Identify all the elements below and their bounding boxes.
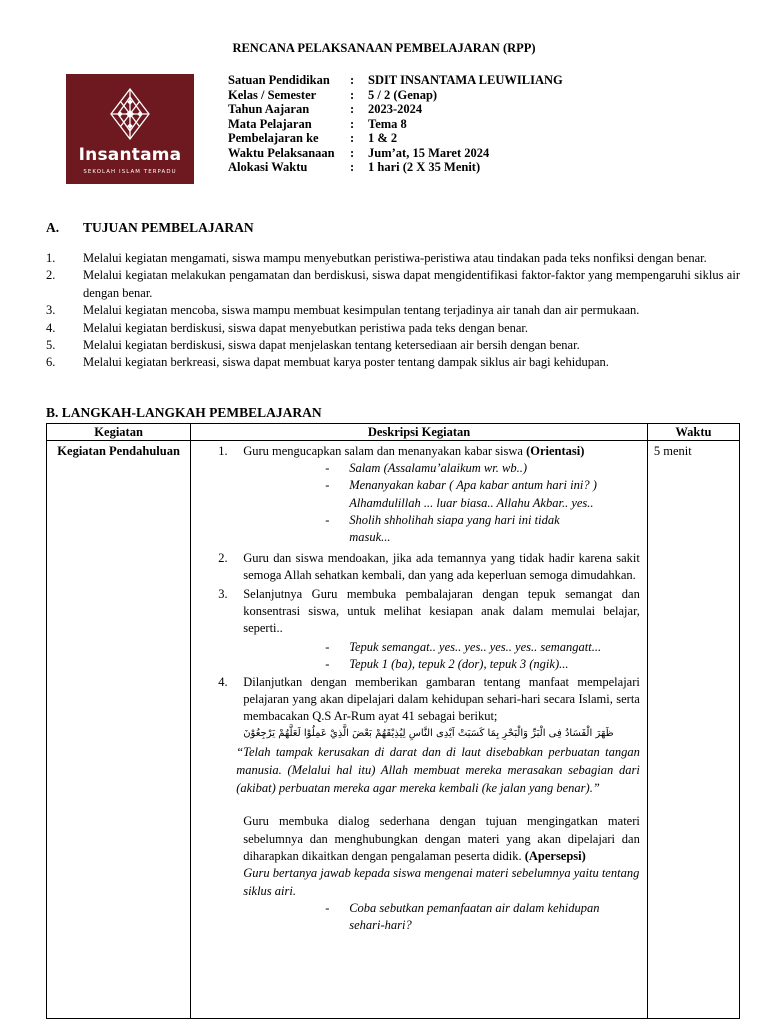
step-text: Selanjutnya Guru membuka pembalajaran dengan tepuk semangat dan konsentrasi siswa, untuk melihat kesiapan anak dalam memulai belajar, seperti.. [243, 586, 640, 636]
info-value: Tema 8 [368, 116, 407, 131]
item-text: Melalui kegiatan berdiskusi, siswa dapat menyebutkan peristiwa pada teks dengan benar. [83, 320, 529, 335]
kegiatan-label: Kegiatan Pendahuluan [57, 444, 180, 458]
step-item [191, 443, 640, 460]
item-text: Melalui kegiatan berkreasi, siswa dapat membuat karya poster tentang dampak siklus air bagi kehidupan. [83, 355, 609, 370]
step-text: Guru mengucapkan salam dan menanyakan kabar siswa [243, 444, 523, 458]
info-label: Tahun Aajaran [228, 102, 310, 116]
identity-block [228, 73, 563, 175]
column-header-deskripsi: Deskripsi Kegiatan [191, 424, 648, 441]
info-row: Alokasi Waktu : 1 hari (2 X 35 Menit) [228, 160, 481, 174]
item-number: 1. [46, 251, 56, 265]
sub-item: - Sholih shholihah siapa yang hari ini tidak masuk... [325, 512, 560, 545]
section-title: TUJUAN PEMBELAJARAN [83, 220, 254, 235]
section-letter: A. [46, 220, 60, 235]
sub-text: Salam (Assalamu’alaikum wr. wb..) [349, 461, 527, 476]
list-item [46, 250, 740, 267]
item-number: 2. [46, 268, 56, 283]
info-value: 1 hari (2 X 35 Menit) [368, 160, 481, 174]
deskripsi-cell [191, 441, 648, 1019]
step-text: Guru dan siswa mendoakan, jika ada temannya yang tidak hadir karena sakit semoga Allah sehatkan kembali, dan yang ada keperluan semoga dimudahkan. [243, 551, 640, 583]
step-text: Dilanjutkan dengan memberikan gambaran tentang manfaat mempelajari pelajaran yang akan dipelajari dalam kehidupan sehari-hari secara Islami, serta membacakan Q.S Ar-Rum ayat 41 sebagai berikut; [243, 674, 640, 724]
info-label: Pembelajaran ke [228, 131, 319, 145]
apersepsi-question: Guru bertanya jawab kepada siswa mengenai materi sebelumnya yaitu tentang siklus airi. [243, 866, 640, 898]
table-header-row [47, 424, 740, 441]
item-number: 4. [46, 320, 56, 335]
info-label: Mata Pelajaran [228, 116, 312, 131]
sub-item: - Tepuk 1 (ba), tepuk 2 (dor), tepuk 3 (ngik)... [325, 657, 569, 672]
apersepsi-paragraph [191, 813, 640, 865]
info-value: Jum’at, 15 Maret 2024 [368, 145, 490, 160]
school-logo [66, 74, 194, 184]
item-text: Melalui kegiatan mengamati, siswa mampu menyebutkan peristiwa-peristiwa atau tindakan pada teks nonfiksi dengan benar. [83, 251, 707, 265]
info-row: Tahun Aajaran : 2023-2024 [228, 102, 423, 116]
info-row: Mata Pelajaran : Tema 8 [228, 116, 407, 131]
sub-text: Tepuk 1 (ba), tepuk 2 (dor), tepuk 3 (ngik)... [349, 657, 569, 672]
kegiatan-cell [47, 441, 191, 1019]
logo-tagline: SEKOLAH ISLAM TERPADU [83, 169, 177, 175]
document-title: RENCANA PELAKSANAAN PEMBELAJARAN (RPP) [232, 41, 536, 55]
step-number: 1. [218, 444, 228, 458]
sub-text: Tepuk semangat.. yes.. yes.. yes.. yes.. semangatt... [349, 640, 602, 655]
sub-text: Coba sebutkan pemanfaatan air dalam kehidupan sehari-hari? [349, 901, 600, 933]
step-item [191, 674, 640, 726]
column-header-waktu: Waktu [647, 424, 739, 441]
apersepsi-text: Guru membuka dialog sederhana dengan tujuan mengingatkan materi sebelumnya dan menghubungkan dengan materi yang akan dipelajari dan diharapkan dikaitkan dengan pengalaman peserta didik. [243, 814, 640, 864]
info-row: Kelas / Semester : 5 / 2 (Genap) [228, 87, 438, 102]
list-item [46, 320, 740, 337]
table-row [47, 441, 740, 1019]
sub-text: Sholih shholihah siapa yang hari ini tidak masuk... [349, 512, 560, 545]
item-text: Melalui kegiatan berdiskusi, siswa dapat menjelaskan tentang ketersediaan air bersih dengan benar. [83, 338, 580, 353]
step-tag: (Orientasi) [526, 444, 585, 458]
item-number: 5. [46, 338, 56, 353]
info-value: SDIT INSANTAMA LEUWILIANG [368, 73, 563, 87]
column-header-kegiatan: Kegiatan [47, 424, 191, 441]
item-number: 6. [46, 355, 56, 370]
list-item [46, 267, 740, 302]
section-a-heading [46, 220, 254, 236]
sub-item: - Menanyakan kabar ( Apa kabar antum hari ini? ) Alhamdulillah ... luar biasa.. Allahu Akbar.. yes.. [325, 478, 597, 510]
info-label: Kelas / Semester [228, 87, 317, 102]
step-number: 4. [218, 674, 228, 689]
info-value: 1 & 2 [368, 131, 398, 145]
waktu-value: 5 menit [653, 444, 692, 458]
objectives-list [46, 250, 740, 372]
step-item [191, 550, 640, 584]
list-item [46, 302, 740, 319]
verse-translation: “Telah tampak kerusakan di darat dan di laut disebabkan perbuatan tangan manusia. (Melalui hal itu) Allah membuat mereka merasakan sebagian dari (akibat) perbuatan mereka agar mereka kembali (ke jalan yang benar).” [236, 745, 640, 796]
sub-item: - Tepuk semangat.. yes.. yes.. yes.. yes.. semangatt... [325, 640, 602, 655]
info-row: Waktu Pelaksanaan : Jum’at, 15 Maret 2024 [228, 145, 490, 160]
sub-item: - Salam (Assalamu’alaikum wr. wb..) [325, 461, 527, 476]
apersepsi-tag: (Apersepsi) [524, 849, 586, 864]
item-number: 3. [46, 303, 56, 318]
sub-item: - Coba sebutkan pemanfaatan air dalam kehidupan sehari-hari? [325, 901, 600, 933]
sub-text: Menanyakan kabar ( Apa kabar antum hari ini? ) Alhamdulillah ... luar biasa.. Allahu Akbar.. yes.. [349, 478, 597, 510]
list-item [46, 354, 740, 371]
info-label: Satuan Pendidikan [228, 73, 330, 87]
section-b-heading: B. LANGKAH-LANGKAH PEMBELAJARAN [46, 405, 322, 420]
info-value: 2023-2024 [368, 102, 423, 116]
info-row: Pembelajaran ke : 1 & 2 [228, 131, 398, 145]
info-label: Waktu Pelaksanaan [228, 145, 335, 160]
activities-table [46, 423, 740, 1019]
arabic-verse: ظَهَرَ الْفَسَادُ فِى الْبَرِّ وَالْبَحْرِ بِمَا كَسَبَتْ اَيْدِى النَّاسِ لِيُذِيْقَهُمْ بَعْضَ الَّذِيْ عَمِلُوْا لَعَلَّهُمْ يَرْجِعُوْنَ [243, 728, 614, 740]
info-value: 5 / 2 (Genap) [368, 87, 438, 102]
item-text: Melalui kegiatan mencoba, siswa mampu membuat kesimpulan tentang terjadinya air tanah dan air permukaan. [83, 303, 640, 318]
logo-brand-text: Insantama [78, 145, 182, 165]
step-number: 2. [218, 551, 228, 566]
item-text: Melalui kegiatan melakukan pengamatan dan berdiskusi, siswa dapat mengidentifikasi faktor-faktor yang mempengaruhi siklus air dengan benar. [83, 268, 740, 300]
step-item [191, 586, 640, 638]
waktu-cell [647, 441, 739, 1019]
ornament-icon [110, 88, 150, 140]
list-item [46, 337, 740, 354]
info-row: Satuan Pendidikan : SDIT INSANTAMA LEUWILIANG [228, 73, 563, 87]
step-number: 3. [218, 586, 228, 601]
info-label: Alokasi Waktu [228, 160, 308, 174]
